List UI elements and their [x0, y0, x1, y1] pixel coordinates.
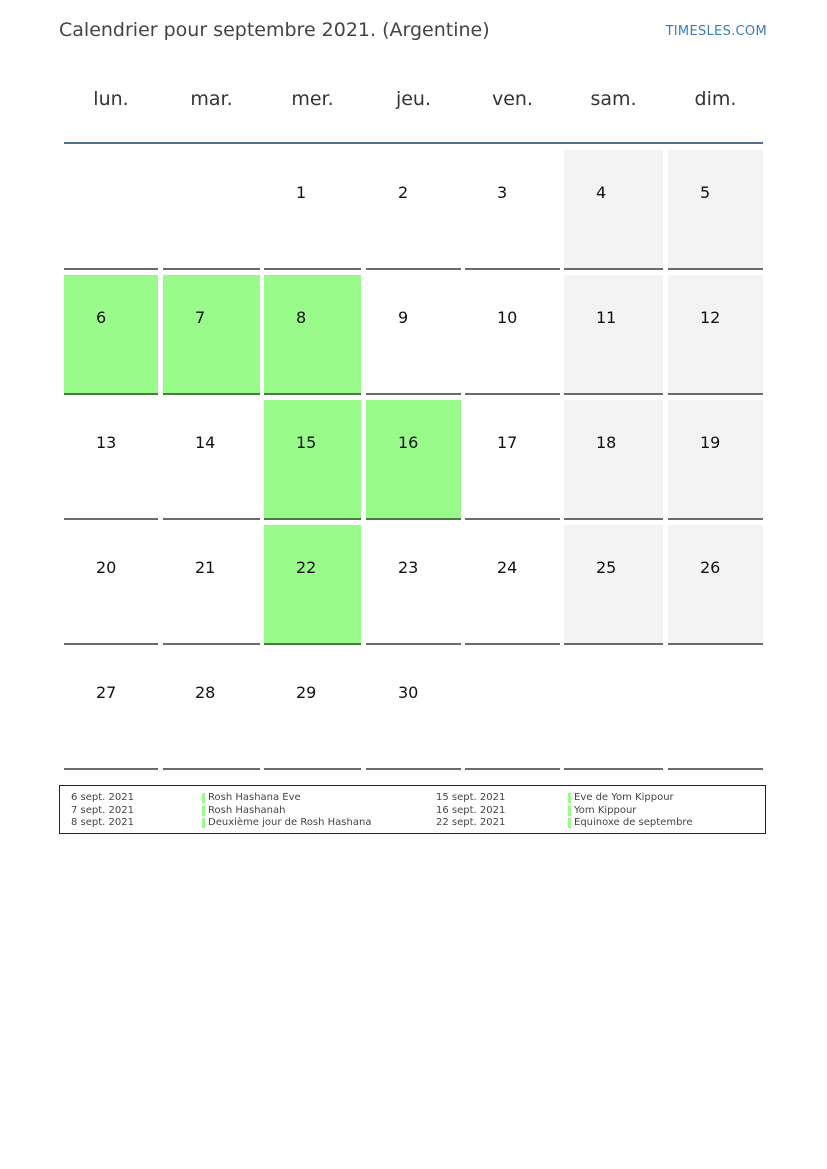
day-cell[interactable]: [564, 400, 663, 520]
day-cell[interactable]: [564, 525, 663, 645]
day-number: 19: [700, 433, 721, 452]
day-number: 12: [700, 308, 721, 327]
weekday-header: [61, 88, 766, 120]
event-name-text: Equinoxe de septembre: [574, 817, 693, 828]
day-cell[interactable]: [264, 150, 361, 270]
event-date: 22 sept. 2021: [436, 817, 506, 828]
event-name: [202, 805, 285, 816]
day-number: 2: [398, 183, 409, 202]
day-number: 1: [296, 183, 307, 202]
day-number: 10: [497, 308, 518, 327]
weekday-label: dim.: [694, 88, 737, 110]
day-cell[interactable]: [64, 650, 158, 770]
day-number: 14: [195, 433, 216, 452]
event-name: [202, 817, 371, 828]
event-name: [568, 805, 636, 816]
day-cell[interactable]: [668, 150, 763, 270]
day-number: 11: [596, 308, 617, 327]
event-name: [202, 792, 301, 803]
day-cell[interactable]: [163, 400, 260, 520]
holiday-day-cell[interactable]: [64, 275, 158, 395]
day-number: 16: [398, 433, 419, 452]
holiday-legend: [59, 785, 766, 834]
weekday-label: mar.: [190, 88, 233, 110]
header-divider: [64, 142, 763, 144]
day-number: 3: [497, 183, 508, 202]
day-number: 28: [195, 683, 216, 702]
day-number: 7: [195, 308, 206, 327]
day-number: 22: [296, 558, 317, 577]
page-title: Calendrier pour septembre 2021. (Argentine): [59, 19, 490, 41]
event-name-text: Rosh Hashana Eve: [208, 792, 301, 803]
weekday-label: jeu.: [395, 88, 432, 110]
holiday-color-marker: [202, 806, 205, 816]
holiday-day-cell[interactable]: [264, 400, 361, 520]
day-number: 6: [96, 308, 107, 327]
empty-day-cell: [465, 650, 560, 770]
day-number: 25: [596, 558, 617, 577]
day-number: 8: [296, 308, 307, 327]
day-cell[interactable]: [264, 650, 361, 770]
empty-day-cell: [668, 650, 763, 770]
event-date: 7 sept. 2021: [71, 804, 134, 816]
event-name-text: Eve de Yom Kippour: [574, 792, 674, 803]
day-number: 17: [497, 433, 518, 452]
weekday-label: lun.: [93, 88, 129, 110]
event-name: [568, 817, 692, 828]
day-cell[interactable]: [465, 275, 560, 395]
day-cell[interactable]: [366, 525, 461, 645]
event-name-text: Rosh Hashanah: [208, 804, 286, 816]
holiday-color-marker: [202, 793, 205, 803]
day-cell[interactable]: [366, 650, 461, 770]
holiday-color-marker: [568, 818, 571, 828]
day-cell[interactable]: [163, 525, 260, 645]
holiday-day-cell[interactable]: [264, 275, 361, 395]
weekday-label: ven.: [491, 88, 533, 110]
holiday-day-cell[interactable]: [264, 525, 361, 645]
event-date: 8 sept. 2021: [71, 817, 134, 828]
day-number: 5: [700, 183, 711, 202]
day-number: 4: [596, 183, 607, 202]
day-cell[interactable]: [465, 150, 560, 270]
empty-day-cell: [163, 150, 260, 270]
day-cell[interactable]: [668, 525, 763, 645]
event-date: 6 sept. 2021: [71, 792, 134, 803]
weekday-label: mer.: [291, 88, 334, 110]
holiday-color-marker: [202, 818, 205, 828]
event-name-text: Yom Kippour: [574, 804, 637, 816]
day-number: 20: [96, 558, 117, 577]
holiday-color-marker: [568, 793, 571, 803]
holiday-day-cell[interactable]: [163, 275, 260, 395]
day-cell[interactable]: [64, 525, 158, 645]
weekday-label: sam.: [590, 88, 637, 110]
day-number: 13: [96, 433, 117, 452]
day-cell[interactable]: [564, 275, 663, 395]
day-number: 23: [398, 558, 419, 577]
day-number: 21: [195, 558, 216, 577]
empty-day-cell: [564, 650, 663, 770]
day-cell[interactable]: [366, 150, 461, 270]
day-cell[interactable]: [366, 275, 461, 395]
day-cell[interactable]: [465, 400, 560, 520]
day-cell[interactable]: [64, 400, 158, 520]
event-name: [568, 792, 674, 803]
day-number: 30: [398, 683, 419, 702]
day-cell[interactable]: [668, 400, 763, 520]
day-cell[interactable]: [564, 150, 663, 270]
day-number: 15: [296, 433, 317, 452]
empty-day-cell: [64, 150, 158, 270]
event-name-text: Deuxième jour de Rosh Hashana: [208, 817, 372, 828]
day-cell[interactable]: [465, 525, 560, 645]
event-date: 16 sept. 2021: [436, 804, 506, 816]
day-number: 27: [96, 683, 117, 702]
holiday-color-marker: [568, 806, 571, 816]
day-number: 24: [497, 558, 518, 577]
holiday-day-cell[interactable]: [366, 400, 461, 520]
day-number: 18: [596, 433, 617, 452]
day-cell[interactable]: [163, 650, 260, 770]
day-cell[interactable]: [668, 275, 763, 395]
day-number: 26: [700, 558, 721, 577]
day-number: 9: [398, 308, 409, 327]
event-date: 15 sept. 2021: [436, 792, 506, 803]
day-number: 29: [296, 683, 317, 702]
brand-link[interactable]: TIMESLES.COM: [665, 24, 767, 39]
